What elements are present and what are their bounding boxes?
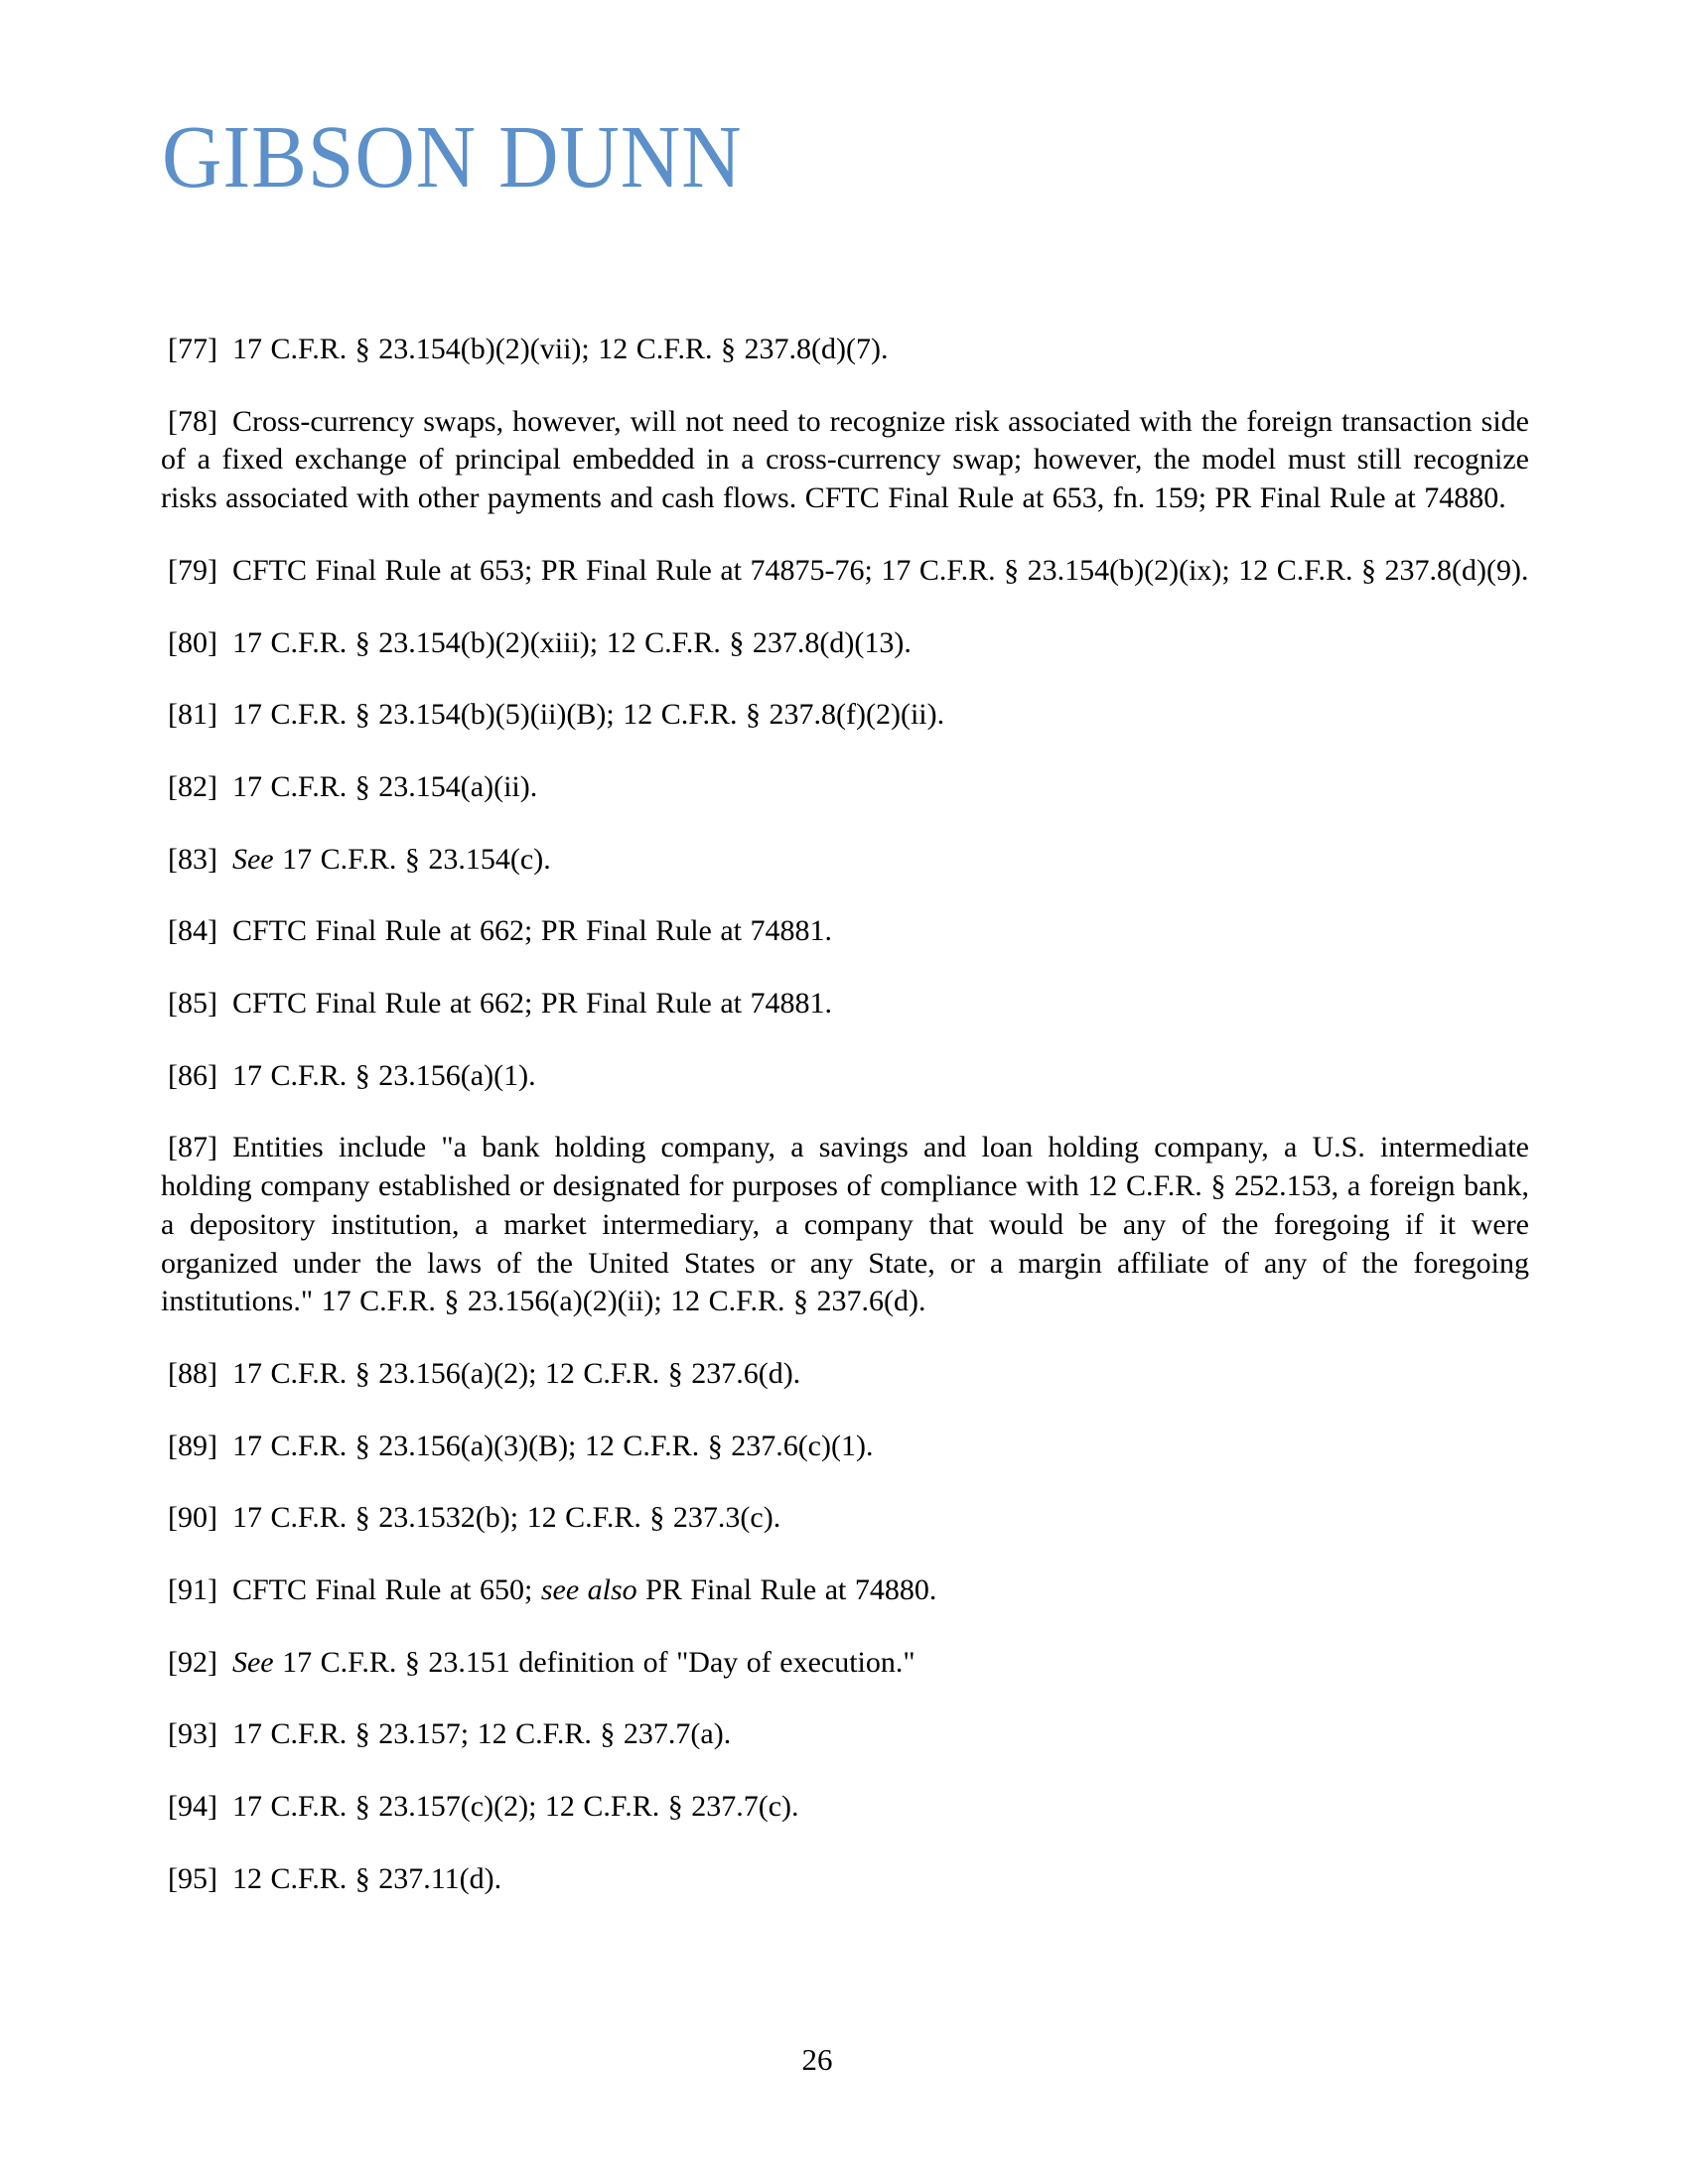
footnote-text <box>232 1501 780 1534</box>
footnote-marker: [83] <box>168 842 217 876</box>
footnote-text <box>232 554 1529 587</box>
footnote-segment: 17 C.F.R. § 23.154(b)(5)(ii)(B); 12 C.F.R. § 237.8(f)(2)(ii). <box>231 698 945 732</box>
footnote-marker: [93] <box>168 1717 217 1751</box>
footnote-text <box>232 1059 536 1092</box>
footnote-segment: 17 C.F.R. § 23.154(b)(2)(xiii); 12 C.F.R. § 237.8(d)(13). <box>231 625 912 659</box>
footnote-marker: [89] <box>168 1429 217 1462</box>
footnote-text <box>232 914 832 947</box>
footnote-text <box>232 770 537 803</box>
footnote-segment: 17 C.F.R. § 23.157; 12 C.F.R. § 237.7(a). <box>231 1717 732 1751</box>
footnote-segment: 17 C.F.R. § 23.156(a)(2); 12 C.F.R. § 237.6(d). <box>231 1356 801 1390</box>
footnote-segment: 17 C.F.R. § 23.154(a)(ii). <box>231 769 538 803</box>
footnote-text <box>232 1646 915 1679</box>
footnote <box>161 1355 1529 1394</box>
footnote-segment: 17 C.F.R. § 23.1532(b); 12 C.F.R. § 237.3(c). <box>231 1501 781 1535</box>
footnote <box>161 841 1529 880</box>
footnote-segment: 17 C.F.R. § 23.157(c)(2); 12 C.F.R. § 237.7(c). <box>231 1790 799 1824</box>
footnote-segment: 17 C.F.R. § 23.151 definition of "Day of execution." <box>282 1645 915 1679</box>
footnote-marker: [80] <box>168 625 217 659</box>
footnote-text <box>232 626 912 659</box>
page-number: 26 <box>801 2042 833 2077</box>
footnote-text <box>232 1862 501 1895</box>
footnote-text <box>232 1430 873 1462</box>
footnote <box>161 1788 1529 1827</box>
footnote-segment: Entities include "a bank holding company, a savings and loan holding company, a U.S. intermediate holding company established or designated for purposes of compliance with 12 C.F.R. § 252.153, a foreign bank, a depository institution, a market intermediary, a company that would be any of the foregoing if it were organized under the laws of the United States or any State, or a margin affiliate of any of the foregoing institutions." 17 C.F.R. § 23.156(a)(2)(ii); 12 C.F.R. § 237.6(d). <box>161 1131 1529 1318</box>
footnote-text <box>232 1357 800 1390</box>
footnote <box>161 331 1529 369</box>
footnote-marker: [86] <box>168 1058 217 1092</box>
footnote-segment: 17 C.F.R. § 23.154(c). <box>282 842 551 876</box>
footnote-segment: CFTC Final Rule at 662; PR Final Rule at 74881. <box>231 987 833 1021</box>
footnote <box>161 1428 1529 1466</box>
footnote-marker: [79] <box>168 553 217 587</box>
footnote-segment: CFTC Final Rule at 662; PR Final Rule at 74881. <box>231 914 833 948</box>
footnote-segment-italic: See <box>231 1645 283 1679</box>
footnote-text <box>232 698 944 731</box>
footnote-text <box>161 405 1529 514</box>
footnote-marker: [82] <box>168 769 217 803</box>
footnote-segment-italic: see also <box>540 1573 637 1607</box>
footnote-segment: 17 C.F.R. § 23.156(a)(3)(B); 12 C.F.R. § 237.6(c)(1). <box>231 1429 874 1462</box>
footnote <box>161 985 1529 1024</box>
footnote-segment: CFTC Final Rule at 650; <box>231 1573 541 1607</box>
footnote-marker: [88] <box>168 1356 217 1390</box>
footnote-marker: [95] <box>168 1861 217 1895</box>
footnote <box>161 552 1529 591</box>
footnote <box>161 403 1529 518</box>
gibson-dunn-logo: GIBSON DUNN <box>162 108 743 206</box>
footnote <box>161 768 1529 807</box>
footnote-marker: [84] <box>168 914 217 948</box>
footnote-segment: 12 C.F.R. § 237.11(d). <box>231 1861 502 1895</box>
footnote <box>161 1860 1529 1899</box>
footnote-text <box>232 1573 936 1606</box>
footnote <box>161 1644 1529 1683</box>
footnote <box>161 1715 1529 1754</box>
footnote <box>161 624 1529 663</box>
footnote-text <box>232 333 889 365</box>
footnote-marker: [77] <box>168 333 217 365</box>
footnote <box>161 1499 1529 1538</box>
footnote <box>161 1129 1529 1321</box>
footnote-marker: [87] <box>168 1131 217 1164</box>
footnote-text <box>232 843 551 876</box>
footnote-segment: CFTC Final Rule at 653; PR Final Rule at 74875-76; 17 C.F.R. § 23.154(b)(2)(ix); 12 C.F.R. § 237.8(d)(9). <box>231 553 1529 587</box>
footnote-marker: [94] <box>168 1790 217 1824</box>
footnote <box>161 912 1529 951</box>
footnote-marker: [92] <box>168 1645 217 1679</box>
footnote-text <box>232 987 832 1020</box>
footnote-marker: [85] <box>168 987 217 1021</box>
footnote-segment: 17 C.F.R. § 23.156(a)(1). <box>231 1058 536 1092</box>
footnote-segment: Cross-currency swaps, however, will not need to recognize risk associated with the foreign transaction side of a fixed exchange of principal embedded in a cross-currency swap; however, the model must still recognize risks associated with other payments and cash flows. CFTC Final Rule at 653, fn. 159; PR Final Rule at 74880. <box>161 404 1529 515</box>
footnote-segment: PR Final Rule at 74880. <box>636 1573 937 1607</box>
footnote-segment: 17 C.F.R. § 23.154(b)(2)(vii); 12 C.F.R. § 237.8(d)(7). <box>231 333 889 365</box>
footnotes-list <box>161 331 1529 1933</box>
footnote <box>161 1571 1529 1610</box>
footnote <box>161 1057 1529 1096</box>
footnote <box>161 696 1529 735</box>
footnote-text <box>232 1790 799 1823</box>
footnote-segment-italic: See <box>231 842 283 876</box>
footnote-marker: [81] <box>168 698 217 732</box>
footnote-text <box>161 1131 1529 1317</box>
footnote-text <box>232 1717 731 1750</box>
footnote-marker: [91] <box>168 1573 217 1607</box>
footnote-marker: [78] <box>168 404 217 438</box>
footnote-marker: [90] <box>168 1501 217 1535</box>
